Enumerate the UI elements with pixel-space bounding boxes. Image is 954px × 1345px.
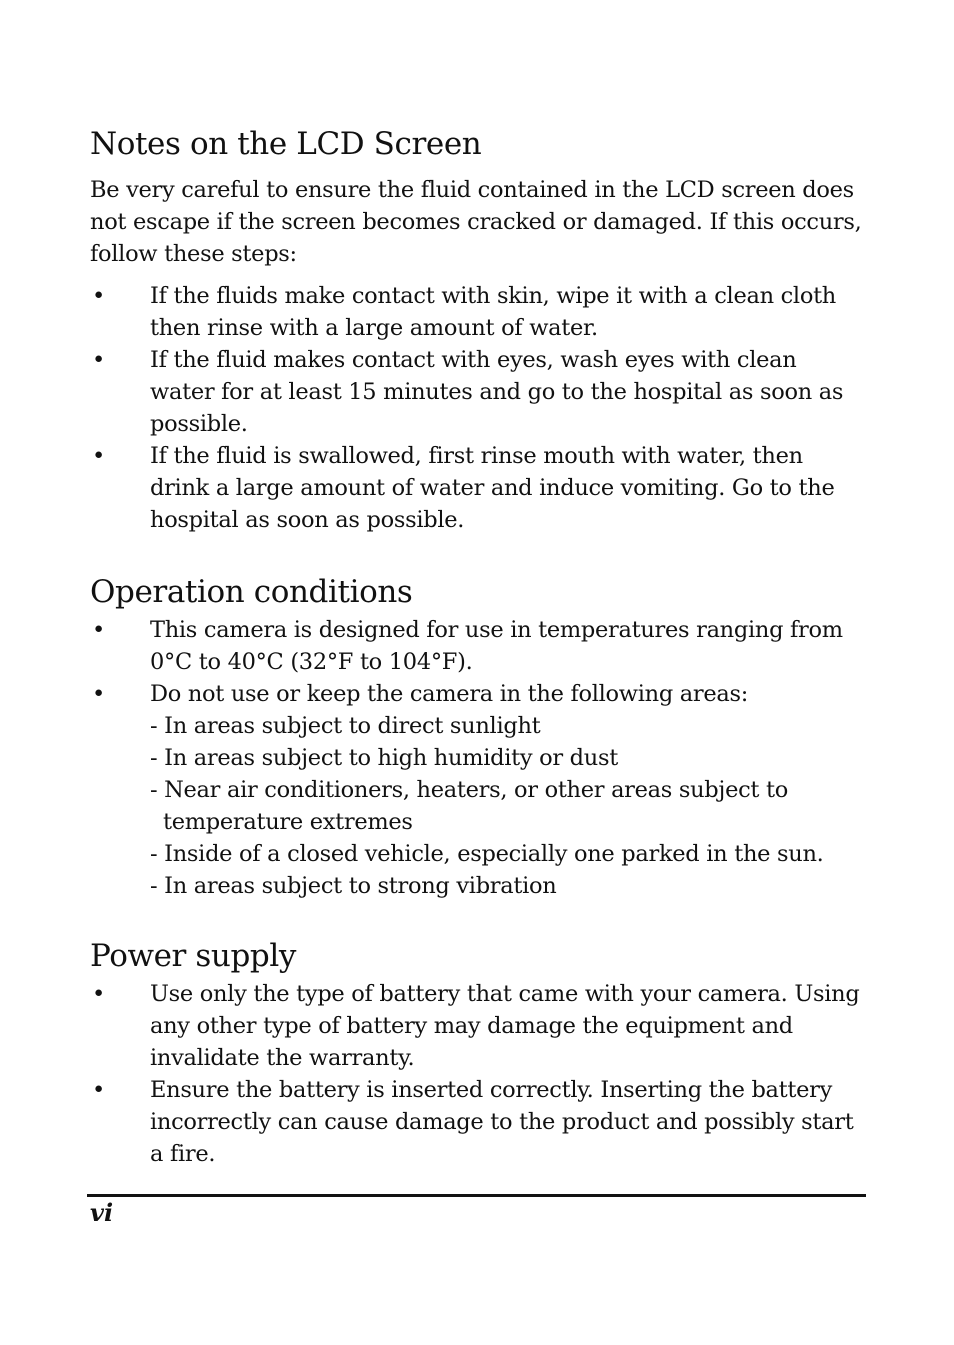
power-bullet-text: Use only the type of battery that came with your camera. Using any other type of battery may damage the equipment and invalidate the warranty.	[150, 981, 860, 1071]
bullet-icon: •	[92, 681, 105, 707]
operation-bullet-item	[90, 678, 862, 902]
operation-heading: Operation conditions	[90, 574, 413, 610]
power-section	[90, 936, 862, 1170]
bullet-icon: •	[92, 617, 105, 643]
lcd-heading: Notes on the LCD Screen	[90, 126, 482, 162]
lcd-bullet-item	[90, 440, 862, 536]
bullet-icon: •	[92, 1077, 105, 1103]
lcd-section	[90, 124, 862, 536]
page-content	[90, 124, 862, 1170]
lcd-bullet-text: If the fluid is swallowed, first rinse mouth with water, then drink a large amount of water and induce vomiting. Go to the hospital as soon as possible.	[150, 443, 835, 533]
lcd-intro-paragraph: Be very careful to ensure the fluid contained in the LCD screen does not escape if the screen becomes cracked or damaged. If this occurs, follow these steps:	[90, 177, 862, 267]
bullet-icon: •	[92, 443, 105, 469]
operation-bullet-text	[150, 678, 862, 902]
footer-divider	[87, 1194, 866, 1197]
area-list-item: - In areas subject to direct sunlight	[150, 713, 541, 739]
area-list-item: - Inside of a closed vehicle, especially one parked in the sun.	[150, 841, 824, 867]
operation-bullet-text: This camera is designed for use in temperatures ranging from 0°C to 40°C (32°F to 104°F).	[150, 617, 843, 675]
operation-bullet-item	[90, 614, 862, 678]
area-list-item: - Near air conditioners, heaters, or other areas subject to temperature extremes	[150, 777, 788, 835]
area-list-item: - In areas subject to high humidity or dust	[150, 745, 618, 771]
lcd-bullet-text: If the fluids make contact with skin, wipe it with a clean cloth then rinse with a large amount of water.	[150, 283, 837, 341]
power-bullet-text: Ensure the battery is inserted correctly. Inserting the battery incorrectly can cause damage to the product and possibly start a fire.	[150, 1077, 854, 1167]
page-number: vi	[90, 1198, 114, 1227]
bullet-icon: •	[92, 347, 105, 373]
lcd-bullet-item	[90, 344, 862, 440]
lcd-bullet-item	[90, 280, 862, 344]
bullet-icon: •	[92, 981, 105, 1007]
operation-areas-lead: Do not use or keep the camera in the following areas:	[150, 681, 749, 707]
area-list-item: - In areas subject to strong vibration	[150, 873, 557, 899]
operation-section	[90, 572, 862, 902]
power-heading: Power supply	[90, 938, 297, 974]
power-bullet-item	[90, 978, 862, 1074]
bullet-icon: •	[92, 283, 105, 309]
power-bullet-item	[90, 1074, 862, 1170]
lcd-bullet-text: If the fluid makes contact with eyes, wash eyes with clean water for at least 15 minutes and go to the hospital as soon as possible.	[150, 347, 844, 437]
